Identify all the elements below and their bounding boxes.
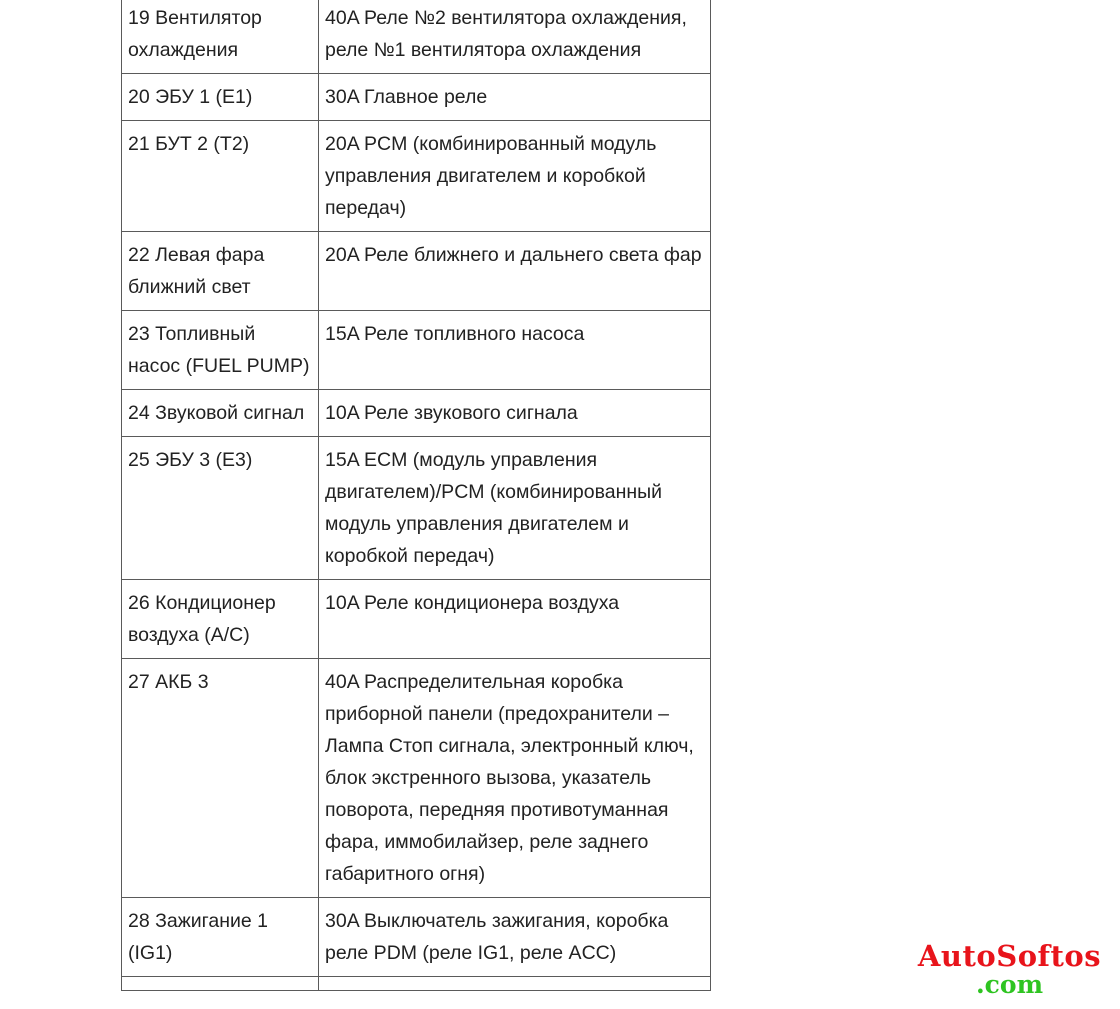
table-row-partial-bottom xyxy=(122,977,711,991)
fuse-description-cell: 20A Реле ближнего и дальнего света фар xyxy=(319,232,711,311)
fuse-description-cell: 20A PCM (комбинированный модуль управления двигателем и коробкой передач) xyxy=(319,121,711,232)
table-row xyxy=(122,390,711,437)
fuse-table-body xyxy=(122,0,711,991)
fuse-description-cell: 40A Распределительная коробка приборной панели (предохранители – Лампа Стоп сигнала, электронный ключ, блок экстренного вызова, указатель поворота, передняя противотуманная фара, иммобилайзер, реле заднего габаритного огня) xyxy=(319,659,711,898)
fuse-name-cell: 26 Кондиционер воздуха (A/C) xyxy=(122,580,319,659)
table-row xyxy=(122,311,711,390)
watermark-line-brand: AutoSoftos xyxy=(917,939,1102,973)
table-row xyxy=(122,232,711,311)
fuse-description-cell: 40A Реле №2 вентилятора охлаждения, реле №1 вентилятора охлаждения xyxy=(319,0,711,74)
fuse-table xyxy=(121,0,711,991)
table-row xyxy=(122,659,711,898)
fuse-name-cell: 28 Зажигание 1 (IG1) xyxy=(122,898,319,977)
fuse-name-cell: 23 Топливный насос (FUEL PUMP) xyxy=(122,311,319,390)
table-cell-empty xyxy=(319,977,711,991)
table-row xyxy=(122,437,711,580)
fuse-name-cell: 24 Звуковой сигнал xyxy=(122,390,319,437)
fuse-description-cell: 15A ECM (модуль управления двигателем)/PCM (комбинированный модуль управления двигателем и коробкой передач) xyxy=(319,437,711,580)
fuse-description-cell: 10A Реле звукового сигнала xyxy=(319,390,711,437)
watermark-logo xyxy=(912,940,1107,1001)
fuse-name-cell: 19 Вентилятор охлаждения xyxy=(122,0,319,74)
table-row xyxy=(122,898,711,977)
fuse-description-cell: 30A Главное реле xyxy=(319,74,711,121)
table-row xyxy=(122,121,711,232)
watermark-line-domain: .com xyxy=(975,970,1044,999)
fuse-description-cell: 10A Реле кондиционера воздуха xyxy=(319,580,711,659)
table-row xyxy=(122,74,711,121)
table-row xyxy=(122,0,711,74)
table-row xyxy=(122,580,711,659)
fuse-name-cell: 21 БУТ 2 (T2) xyxy=(122,121,319,232)
fuse-name-cell: 22 Левая фара ближний свет xyxy=(122,232,319,311)
fuse-name-cell: 20 ЭБУ 1 (E1) xyxy=(122,74,319,121)
table-cell-empty xyxy=(122,977,319,991)
fuse-name-cell: 27 АКБ 3 xyxy=(122,659,319,898)
fuse-description-cell: 15A Реле топливного насоса xyxy=(319,311,711,390)
fuse-description-cell: 30A Выключатель зажигания, коробка реле PDM (реле IG1, реле ACC) xyxy=(319,898,711,977)
fuse-name-cell: 25 ЭБУ 3 (E3) xyxy=(122,437,319,580)
